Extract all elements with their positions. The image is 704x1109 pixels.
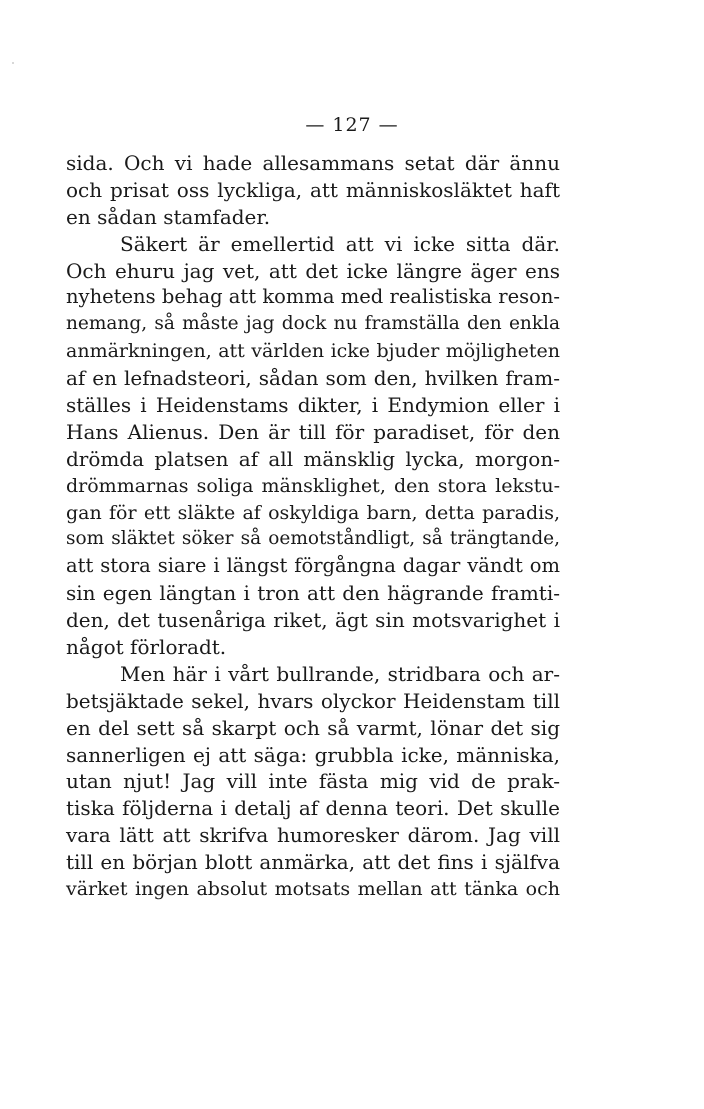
text-line: nyhetens behag att komma med realistiska reson-	[66, 285, 560, 309]
text-line: en sådan stamfader.	[66, 204, 271, 229]
text-line: drömmarnas soliga mänsklighet, den stora lekstu-	[66, 474, 560, 497]
text-line: en del sett så skarpt och så varmt, lönar det sig	[66, 715, 560, 740]
text-line: som släktet söker så oemotståndligt, så trängtande,	[66, 528, 560, 550]
text-line: drömda platsen af all mänsklig lycka, morgon-	[66, 446, 560, 471]
text-line: den, det tusenåriga riket, ägt sin motsvarighet i	[66, 608, 560, 633]
text-line: gan för ett släkte af oskyldiga barn, detta paradis,	[66, 501, 560, 524]
text-line: till en början blott anmärka, att det fins i själfva	[66, 850, 560, 875]
text-line: något förloradt.	[66, 635, 227, 660]
text-line: ställes i Heidenstams dikter, i Endymion eller i	[66, 393, 560, 418]
text-line: sin egen längtan i tron att den hägrande framti-	[66, 581, 560, 606]
text-line: Hans Alienus. Den är till för paradiset, för den	[66, 419, 560, 444]
text-line: af en lefnadsteori, sådan som den, hvilken fram-	[66, 366, 560, 391]
text-line: vara lätt att skrifva humoresker därom. Jag vill	[66, 823, 560, 848]
text-line: anmärkningen, att världen icke bjuder möjligheten	[66, 340, 560, 363]
text-line: betsjäktade sekel, hvars olyckor Heidenstam till	[66, 688, 560, 713]
text-line: värket ingen absolut motsats mellan att tänka och	[66, 878, 560, 901]
text-line: utan njut! Jag vill inte fästa mig vid de prak-	[66, 769, 560, 794]
text-line: och prisat oss lyckliga, att människosläktet haft	[66, 177, 560, 202]
text-line: tiska följderna i detalj af denna teori. Det skulle	[66, 796, 560, 821]
text-line: sida. Och vi hade allesammans setat där ännu	[66, 151, 560, 175]
text-line: att stora siare i längst förgångna dagar vändt om	[66, 554, 560, 578]
margin-speck	[12, 62, 14, 64]
text-line: Säkert är emellertid att vi icke sitta där.	[120, 231, 560, 256]
text-line: Men här i vårt bullrande, stridbara och ar-	[120, 661, 560, 686]
text-line: Och ehuru jag vet, att det icke längre äger ens	[66, 258, 560, 283]
body-text	[66, 150, 560, 903]
text-line: sannerligen ej att säga: grubbla icke, människa,	[66, 742, 560, 767]
text-line: nemang, så måste jag dock nu framställa den enkla	[66, 313, 560, 335]
page-number: — 127 —	[305, 114, 399, 136]
